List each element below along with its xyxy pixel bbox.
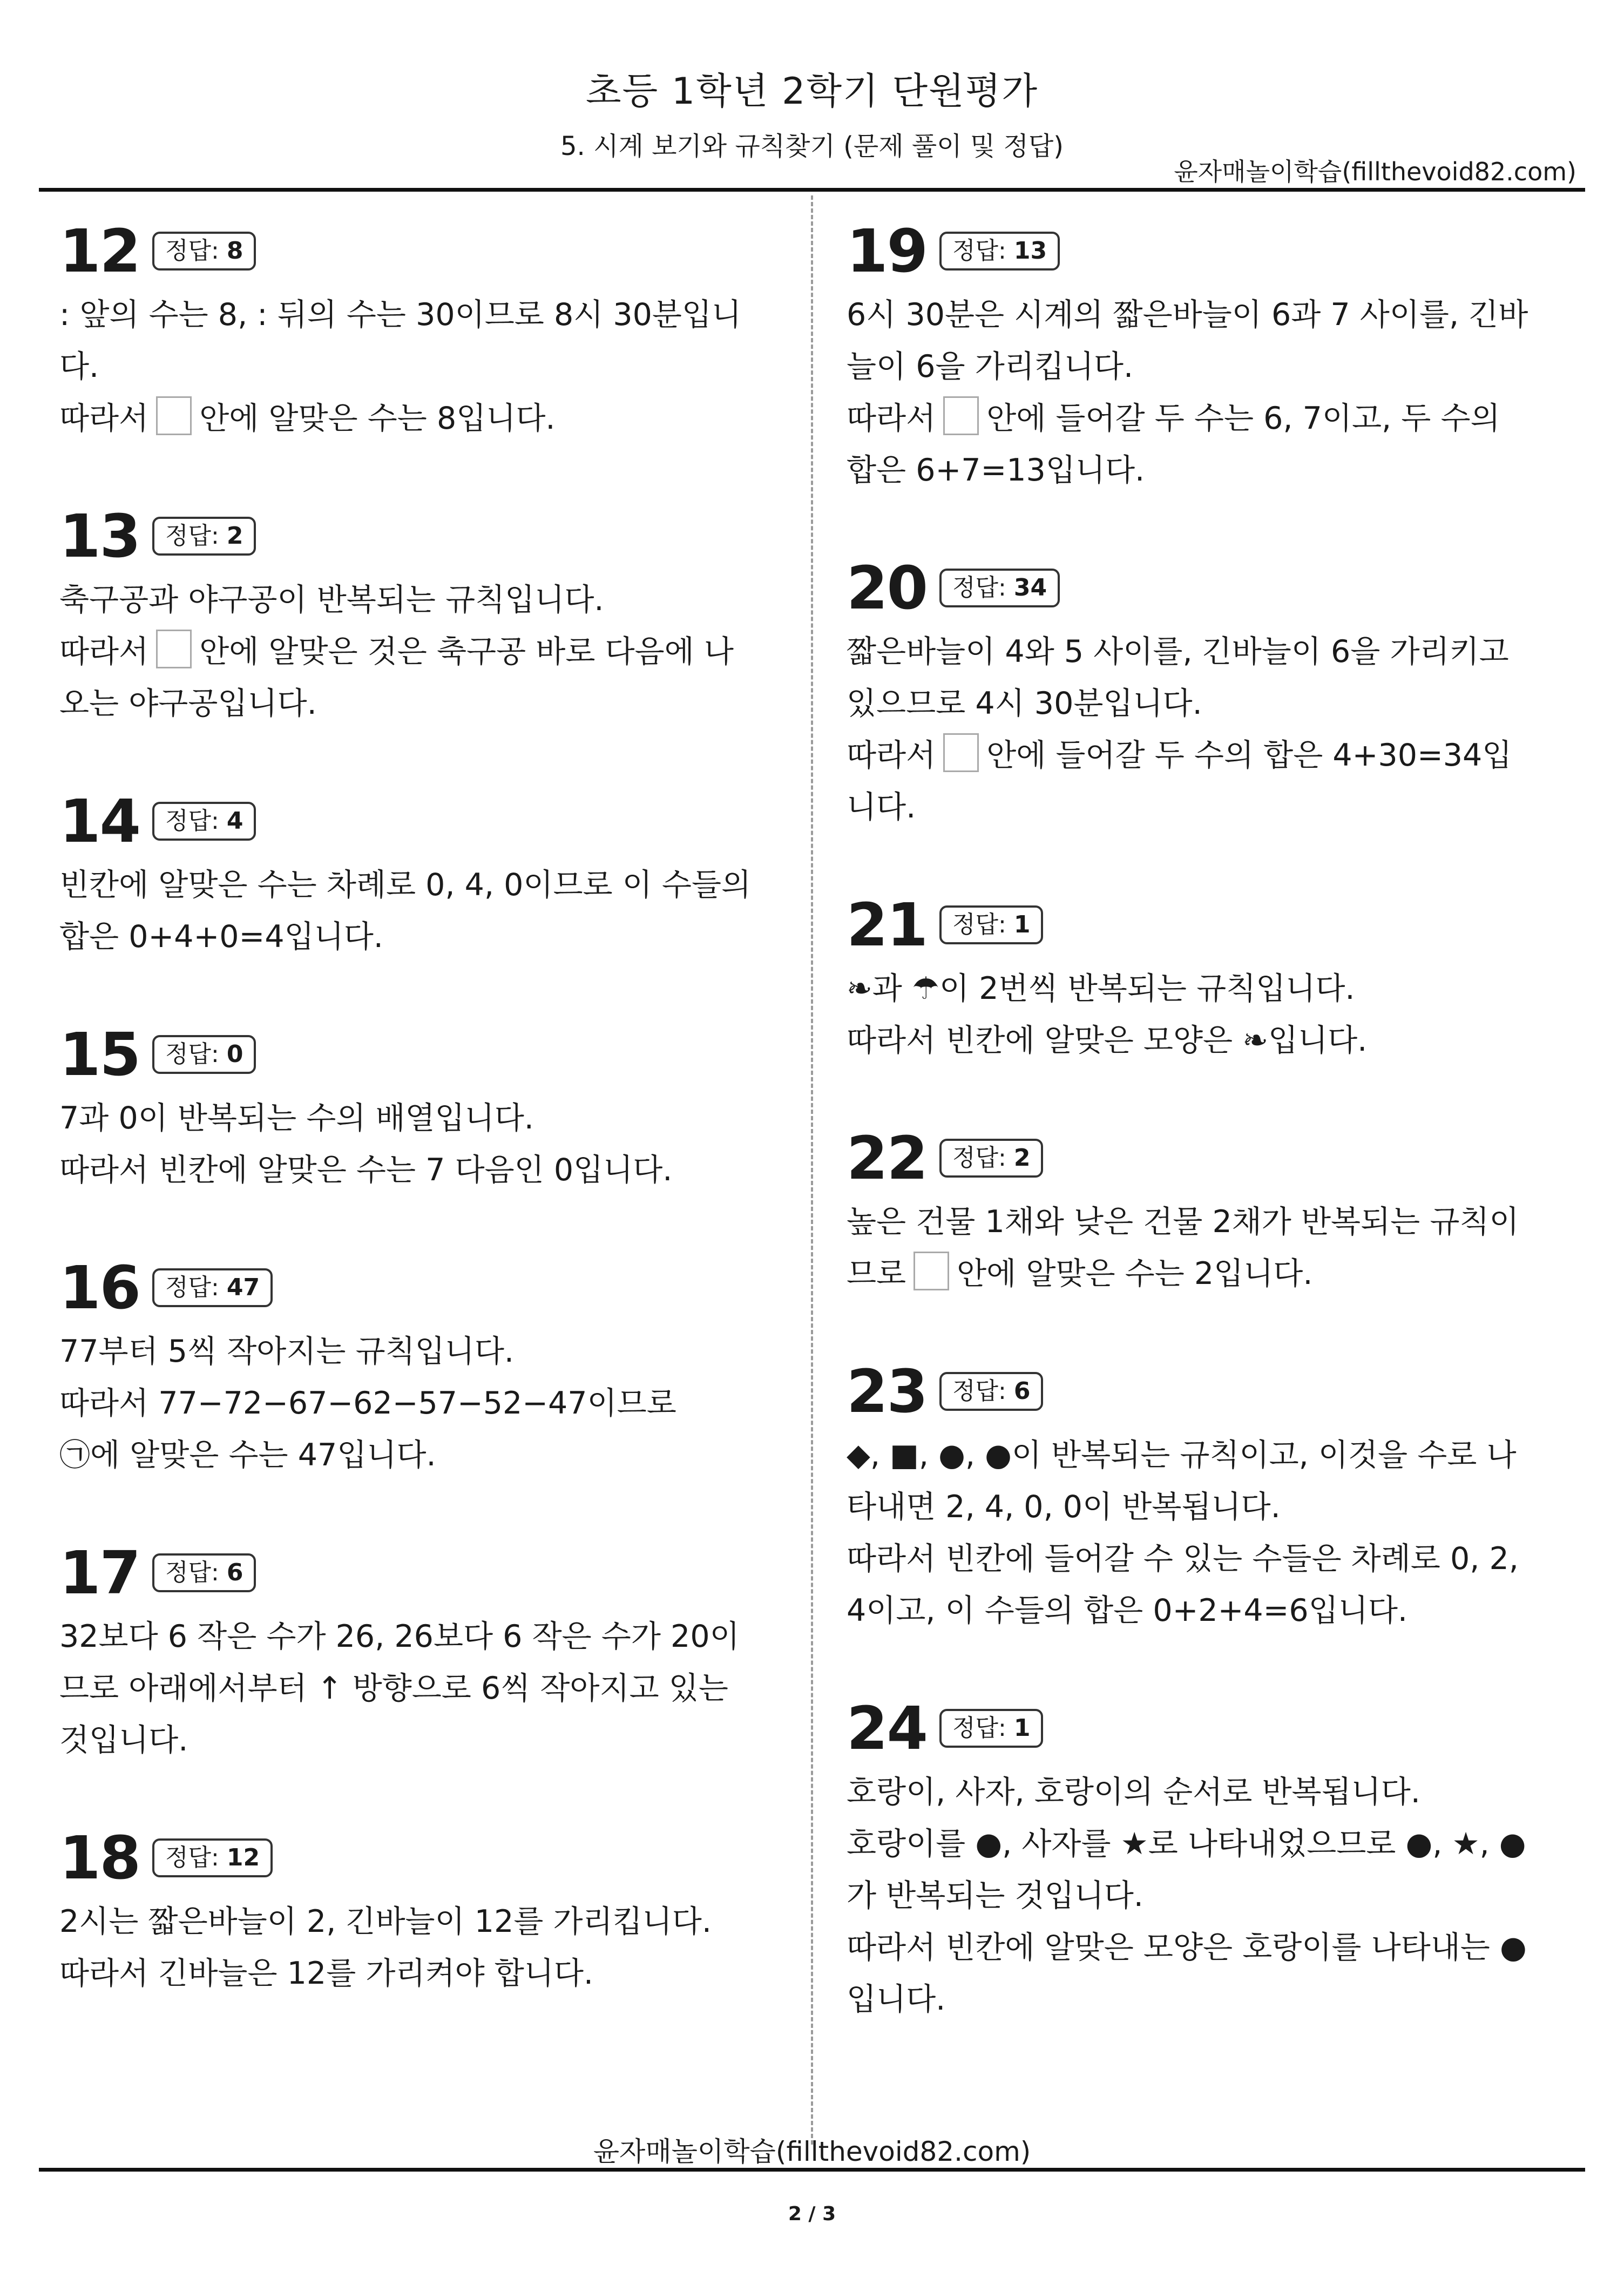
solution-line: 것입니다.: [59, 1722, 188, 1758]
problem-number: 12: [59, 217, 140, 286]
left-column: [59, 213, 777, 2053]
right-column: [847, 213, 1565, 2079]
problem-header: [847, 213, 1565, 289]
solution-line: 빈칸에 알맞은 수는 차례로 0, 4, 0이므로 이 수들의: [59, 867, 752, 903]
answer-value: 47: [226, 1273, 260, 1301]
answer-value: 34: [1013, 573, 1047, 601]
answer-label: 정답:: [952, 236, 1014, 265]
problem-20: [847, 550, 1565, 833]
answer-badge: [152, 1553, 256, 1592]
answer-badge: [152, 1268, 273, 1307]
problem-header: [59, 1017, 777, 1092]
problem-number: 17: [59, 1538, 140, 1607]
problem-number: 19: [847, 217, 928, 286]
answer-badge: [939, 1372, 1043, 1411]
solution-text: 따라서: [59, 401, 149, 436]
problem-21: [847, 887, 1565, 1066]
solution-line: 입니다.: [847, 1982, 946, 2017]
solution-line: 있으므로 4시 30분입니다.: [847, 686, 1202, 721]
answer-value: 2: [1013, 1144, 1031, 1172]
answer-label: 정답:: [952, 1144, 1014, 1172]
page-subtitle: 5. 시계 보기와 규칙찾기 (문제 풀이 및 정답): [560, 131, 1064, 161]
solution-text: 안에 알맞은 수는 2입니다.: [957, 1256, 1313, 1292]
answer-value: 6: [1013, 1377, 1031, 1405]
solution-line: 77부터 5씩 작아지는 규칙입니다.: [59, 1334, 515, 1369]
problem-number: 21: [847, 890, 928, 959]
answer-label: 정답:: [952, 1377, 1014, 1405]
problem-number: 13: [59, 502, 140, 571]
problem-23: [847, 1354, 1565, 1637]
problem-header: [847, 550, 1565, 626]
problem-14: [59, 783, 777, 963]
solution-line: 7과 0이 반복되는 수의 배열입니다.: [59, 1100, 534, 1136]
problem-24: [847, 1691, 1565, 2025]
problem-number: 22: [847, 1124, 928, 1193]
answer-badge: [939, 232, 1060, 271]
solution-text: 안에 들어갈 두 수는 6, 7이고, 두 수의: [986, 401, 1500, 436]
answer-value: 0: [226, 1040, 243, 1068]
header-brand: 윤자매놀이학습(fillthevoid82.com): [1174, 157, 1576, 186]
solution-text: 따라서: [59, 634, 149, 670]
answer-badge: [939, 905, 1043, 944]
answer-badge: [152, 517, 256, 556]
solution-line: 가 반복되는 것입니다.: [847, 1878, 1143, 1914]
problem-header: [59, 1250, 777, 1326]
answer-label: 정답:: [165, 1558, 227, 1586]
problem-header: [847, 1691, 1565, 1766]
blank-box: [156, 396, 192, 435]
solution-line: 타내면 2, 4, 0, 0이 반복됩니다.: [847, 1489, 1281, 1525]
solution-text: 므로: [847, 1256, 906, 1292]
problem-header: [847, 887, 1565, 963]
problem-19: [847, 213, 1565, 496]
solution-line: 따라서 빈칸에 알맞은 수는 7 다음인 0입니다.: [59, 1152, 673, 1188]
problem-18: [59, 1820, 777, 1999]
solution-text: 안에 알맞은 수는 8입니다.: [199, 401, 556, 436]
solution-line: 4이고, 이 수들의 합은 0+2+4=6입니다.: [847, 1593, 1408, 1628]
problem-22: [847, 1120, 1565, 1300]
answer-label: 정답:: [165, 807, 227, 835]
solution-line: ㉠에 알맞은 수는 47입니다.: [59, 1437, 436, 1473]
solution-line: 니다.: [847, 789, 916, 825]
solution-line: 호랑이, 사자, 호랑이의 순서로 반복됩니다.: [847, 1774, 1420, 1810]
footer-brand: 윤자매놀이학습(fillthevoid82.com): [593, 2136, 1031, 2167]
answer-label: 정답:: [952, 910, 1014, 938]
solution-line: 2시는 짧은바늘이 2, 긴바늘이 12를 가리킵니다.: [59, 1904, 712, 1939]
problem-16: [59, 1250, 777, 1481]
solution-text: 따라서: [847, 738, 936, 773]
solution-line: ❧과 ☂이 2번씩 반복되는 규칙입니다.: [847, 971, 1355, 1006]
blank-box: [914, 1252, 949, 1290]
problem-15: [59, 1017, 777, 1196]
answer-label: 정답:: [952, 1714, 1014, 1742]
answer-badge: [939, 1139, 1043, 1178]
solution-line: 짧은바늘이 4와 5 사이를, 긴바늘이 6을 가리키고: [847, 634, 1509, 670]
blank-box: [156, 630, 192, 668]
solution-line: 다.: [59, 349, 99, 384]
problem-number: 18: [59, 1823, 140, 1892]
answer-value: 13: [1013, 236, 1047, 265]
answer-value: 6: [226, 1558, 243, 1586]
blank-box: [943, 396, 979, 435]
solution-line: 6시 30분은 시계의 짧은바늘이 6과 7 사이를, 긴바: [847, 297, 1528, 333]
solution-line: 늘이 6을 가리킵니다.: [847, 349, 1134, 384]
answer-label: 정답:: [165, 1273, 227, 1301]
solution-line: 호랑이를 ●, 사자를 ★로 나타내었으므로 ●, ★, ●: [847, 1826, 1526, 1862]
answer-badge: [152, 232, 256, 271]
problem-number: 14: [59, 787, 140, 856]
solution-line: 합은 0+4+0=4입니다.: [59, 919, 383, 955]
solution-line: 32보다 6 작은 수가 26, 26보다 6 작은 수가 20이: [59, 1619, 740, 1654]
blank-box: [943, 733, 979, 772]
problem-number: 20: [847, 553, 928, 623]
solution-line: 따라서 긴바늘은 12를 가리켜야 합니다.: [59, 1956, 594, 1991]
problem-number: 24: [847, 1694, 928, 1763]
answer-badge: [939, 1709, 1043, 1748]
solution-line: 합은 6+7=13입니다.: [847, 452, 1145, 488]
solution-line: ◆, ■, ●, ●이 반복되는 규칙이고, 이것을 수로 나: [847, 1437, 1517, 1473]
solution-line: [59, 626, 777, 678]
answer-badge: [939, 569, 1060, 607]
answer-label: 정답:: [165, 236, 227, 265]
solution-line: : 앞의 수는 8, : 뒤의 수는 30이므로 8시 30분입니: [59, 297, 742, 333]
problem-header: [59, 783, 777, 859]
answer-badge: [152, 802, 256, 841]
problem-number: 15: [59, 1020, 140, 1089]
solution-text: 안에 알맞은 것은 축구공 바로 다음에 나: [199, 634, 734, 670]
solution-line: 따라서 77−72−67−62−57−52−47이므로: [59, 1385, 676, 1421]
solution-line: 축구공과 야구공이 반복되는 규칙입니다.: [59, 582, 604, 618]
solution-line: [847, 1248, 1565, 1300]
answer-label: 정답:: [165, 1040, 227, 1068]
solution-line: 따라서 빈칸에 들어갈 수 있는 수들은 차례로 0, 2,: [847, 1541, 1519, 1577]
solution-line: 므로 아래에서부터 ↑ 방향으로 6씩 작아지고 있는: [59, 1671, 728, 1706]
solution-text: 안에 들어갈 두 수의 합은 4+30=34입: [986, 738, 1512, 773]
answer-value: 1: [1013, 910, 1031, 938]
problem-13: [59, 498, 777, 729]
answer-value: 4: [226, 807, 243, 835]
page-number: 2 / 3: [788, 2203, 836, 2225]
answer-badge: [152, 1035, 256, 1074]
solution-line: 따라서 빈칸에 알맞은 모양은 호랑이를 나타내는 ●: [847, 1930, 1527, 1965]
problem-header: [847, 1120, 1565, 1196]
answer-label: 정답:: [952, 573, 1014, 601]
solution-line: [847, 729, 1565, 781]
answer-label: 정답:: [165, 522, 227, 550]
page-title: 초등 1학년 2학기 단원평가: [585, 70, 1039, 113]
problem-header: [59, 498, 777, 574]
footer-rule: [39, 2168, 1585, 2172]
problem-17: [59, 1535, 777, 1766]
solution-line: 높은 건물 1채와 낮은 건물 2채가 반복되는 규칙이: [847, 1204, 1519, 1240]
column-divider: [811, 195, 813, 2145]
solution-line: 오는 야구공입니다.: [59, 686, 317, 721]
problem-header: [59, 1535, 777, 1611]
answer-value: 8: [226, 236, 243, 265]
solution-text: 따라서: [847, 401, 936, 436]
problem-header: [59, 213, 777, 289]
problem-number: 16: [59, 1253, 140, 1322]
problem-header: [847, 1354, 1565, 1429]
solution-line: [59, 393, 777, 444]
solution-line: [847, 393, 1565, 444]
problem-12: [59, 213, 777, 444]
answer-value: 12: [226, 1843, 260, 1871]
answer-value: 2: [226, 522, 243, 550]
solution-line: 따라서 빈칸에 알맞은 모양은 ❧입니다.: [847, 1023, 1368, 1058]
answer-value: 1: [1013, 1714, 1031, 1742]
answer-label: 정답:: [165, 1843, 227, 1871]
problem-header: [59, 1820, 777, 1896]
answer-badge: [152, 1838, 273, 1877]
problem-number: 23: [847, 1357, 928, 1426]
header-rule: [39, 188, 1585, 192]
